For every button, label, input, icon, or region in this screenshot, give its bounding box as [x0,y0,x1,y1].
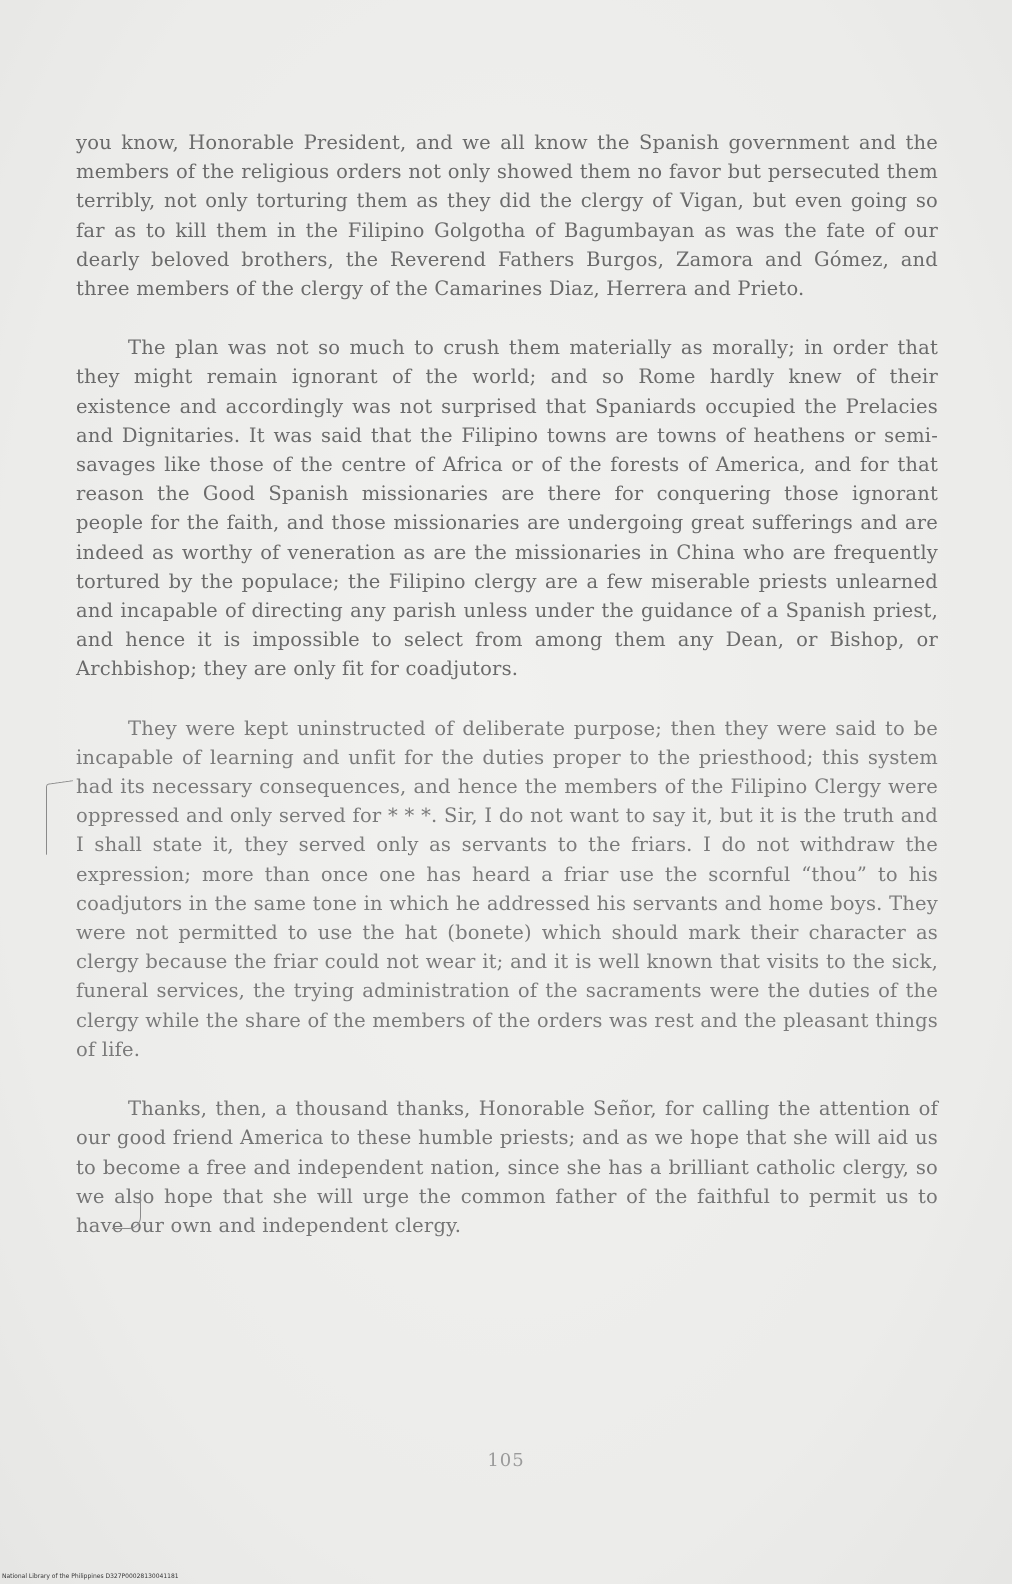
paragraph-2: The plan was not so much to crush them materially as morally; in order that they might remain ignorant of the world; and so Rome hardly knew of their existence and accordingly was not surprised that Spaniards occupied the Prelacies and Dignitaries. It was said that the Filipino towns are towns of heathens or semi-savages like those of the centre of Africa or of the forests of America, and for that reason the Good Spanish missionaries are there for conquering those ignorant people for the faith, and those missionaries are undergoing great sufferings and are indeed as worthy of veneration as are the missionaries in China who are frequently tortured by the populace; the Filipino clergy are a few miserable priests unlearned and incapable of directing any parish unless under the guidance of a Spanish priest, and hence it is impossible to select from among them any Dean, or Bishop, or Archbishop; they are only fit for coadjutors. [76,336,938,681]
body-text [76,128,938,1270]
page-number: 105 [487,1450,525,1471]
footer-credit: National Library of the Philippines D327P00028130041181 [2,1573,179,1580]
paragraph-3: They were kept uninstructed of deliberate purpose; then they were said to be incapable of learning and unfit for the duties proper to the priesthood; this system had its necessary consequences, and hence the members of the Filipino Clergy were oppressed and only served for * * *. Sir, I do not want to say it, but it is the truth and I shall state it, they served only as servants to the friars. I do not withdraw the expression; more than once one has heard a friar use the scornful “thou” to his coadjutors in the same tone in which he addressed his servants and home boys. They were not permitted to use the hat (bonete) which should mark their character as clergy because the friar could not wear it; and it is well known that visits to the sick, funeral services, the trying administration of the sacraments were the duties of the clergy while the share of the members of the orders was rest and the pleasant things of life. [76,716,938,1061]
handwritten-close-bracket-mark [112,1190,141,1229]
paragraph-4: Thanks, then, a thousand thanks, Honorable Señor, for calling the attention of our good friend America to these humble priests; and as we hope that she will aid us to become a free and independent nation, since she has a brilliant catholic clergy, so we also hope that she will urge the common father of the faithful to permit us to have our own and independent clergy. [76,1097,938,1237]
handwritten-open-bracket-mark [46,780,73,855]
paragraph-1: you know, Honorable President, and we all know the Spanish government and the members of the religious orders not only showed them no favor but persecuted them terribly, not only torturing them as they did the clergy of Vigan, but even going so far as to kill them in the Filipino Golgotha of Bagumbayan as was the fate of our dearly beloved brothers, the Reverend Fathers Burgos, Zamora and Gómez, and three members of the clergy of the Camarines Diaz, Herrera and Prieto. [76,131,938,301]
